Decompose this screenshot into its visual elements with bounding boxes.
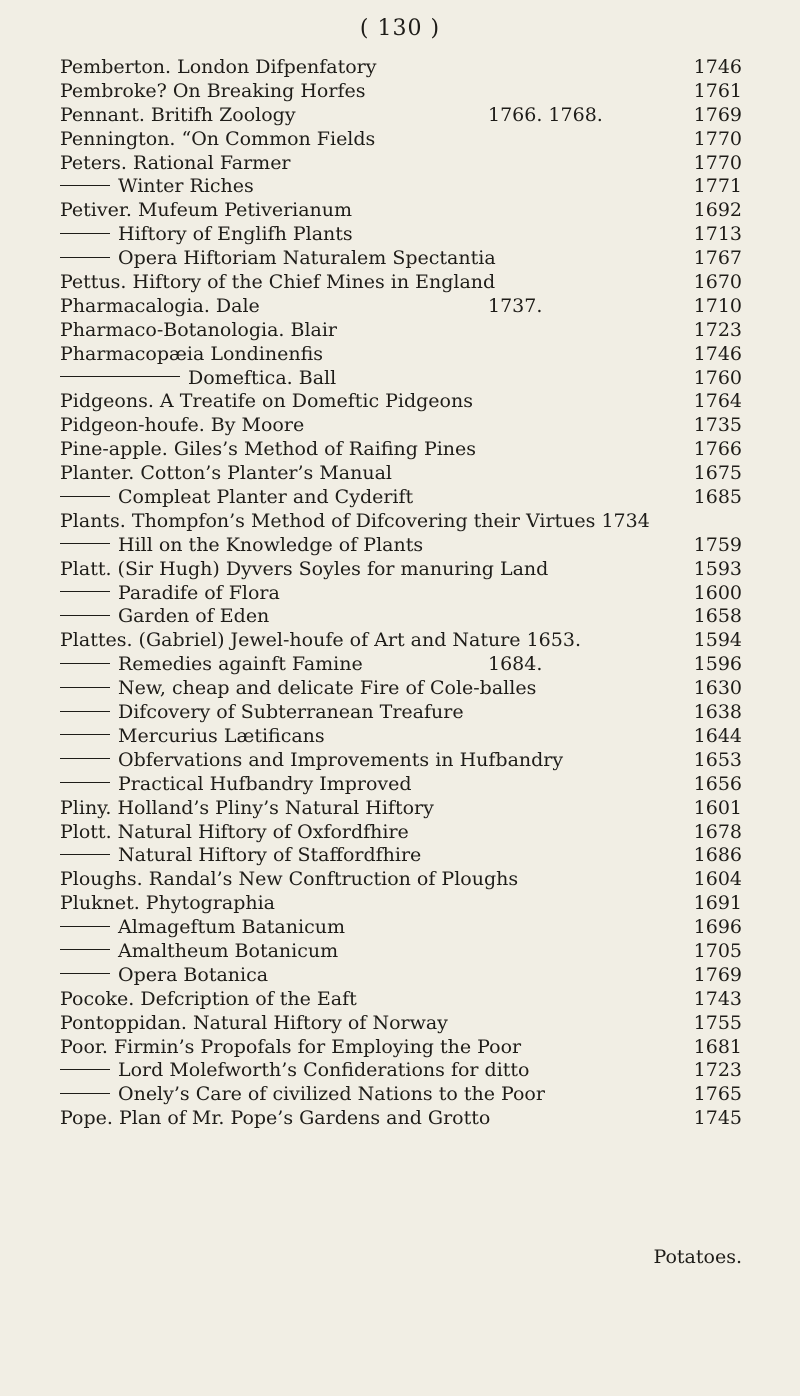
entry-title bbox=[60, 343, 323, 367]
entry-year: 1678 bbox=[693, 820, 742, 843]
index-entry bbox=[0, 295, 800, 319]
entry-year: 1745 bbox=[693, 1107, 742, 1130]
entry-title bbox=[60, 438, 476, 462]
entry-title bbox=[60, 175, 254, 199]
entry-year: 1630 bbox=[693, 677, 742, 700]
entry-year: 1685 bbox=[693, 486, 742, 509]
index-entry bbox=[0, 1012, 800, 1036]
entry-title-text: Garden of Eden bbox=[118, 605, 270, 628]
entry-year: 1723 bbox=[693, 1059, 742, 1082]
entry-year: 1755 bbox=[693, 1011, 742, 1034]
entry-other-years: 1766. 1768. bbox=[488, 103, 603, 126]
entry-title-text: Compleat Planter and Cyderift bbox=[118, 486, 414, 509]
entry-year: 1767 bbox=[693, 247, 742, 270]
entry-year: 1593 bbox=[693, 557, 742, 580]
index-entry bbox=[0, 701, 800, 725]
entry-other-years: 1737. bbox=[488, 294, 543, 317]
entry-title bbox=[60, 773, 412, 797]
ditto-dash bbox=[60, 376, 180, 377]
entry-year: 1746 bbox=[693, 342, 742, 365]
entry-title-text: Natural Hiftory of Staffordfhire bbox=[118, 844, 422, 867]
entry-title bbox=[60, 605, 269, 629]
ditto-dash bbox=[60, 687, 110, 688]
entry-title-text: Opera Hiftoriam Naturalem Spectantia bbox=[118, 247, 496, 270]
index-entry bbox=[0, 1036, 800, 1060]
entry-year: 1600 bbox=[693, 581, 742, 604]
index-entry bbox=[0, 56, 800, 80]
entry-title bbox=[60, 199, 352, 223]
entry-title bbox=[60, 892, 275, 916]
index-entry bbox=[0, 1107, 800, 1131]
index-entry bbox=[0, 844, 800, 868]
entry-title-text: Pope. Plan of Mr. Pope’s Gardens and Grotto bbox=[60, 1107, 491, 1130]
entry-title bbox=[60, 486, 413, 510]
index-entry bbox=[0, 653, 800, 677]
index-entry bbox=[0, 725, 800, 749]
index-entry bbox=[0, 462, 800, 486]
entry-year: 1594 bbox=[693, 629, 742, 652]
entry-title-text: Opera Botanica bbox=[118, 963, 269, 986]
entry-title-text: Mercurius Lætificans bbox=[118, 724, 325, 747]
entry-title-text: Pontoppidan. Natural Hiftory of Norway bbox=[60, 1011, 448, 1034]
entry-year: 1771 bbox=[693, 175, 742, 198]
entry-title bbox=[60, 534, 423, 558]
entry-title bbox=[60, 510, 650, 534]
index-entry bbox=[0, 629, 800, 653]
entry-year: 1713 bbox=[693, 223, 742, 246]
ditto-dash bbox=[60, 543, 110, 544]
index-entry bbox=[0, 677, 800, 701]
entry-year: 1692 bbox=[693, 199, 742, 222]
entry-year: 1696 bbox=[693, 916, 742, 939]
index-entry bbox=[0, 175, 800, 199]
entry-title bbox=[60, 964, 268, 988]
entry-title-text: Almageftum Batanicum bbox=[118, 916, 345, 939]
entry-title bbox=[60, 104, 296, 128]
index-entry bbox=[0, 367, 800, 391]
index-entry bbox=[0, 199, 800, 223]
entry-title-text: Pembroke? On Breaking Horfes bbox=[60, 79, 366, 102]
entry-title bbox=[60, 1012, 448, 1036]
index-entry bbox=[0, 1059, 800, 1083]
entry-year: 1765 bbox=[693, 1083, 742, 1106]
entry-title-text: Lord Molefworth’s Confiderations for ditto bbox=[118, 1059, 530, 1082]
entry-title-text: Pidgeon-houfe. By Moore bbox=[60, 414, 305, 437]
entry-title-text: Planter. Cotton’s Planter’s Manual bbox=[60, 462, 393, 485]
entry-year: 1604 bbox=[693, 868, 742, 891]
entry-title bbox=[60, 295, 260, 319]
entry-title-text: Pine-apple. Giles’s Method of Raifing Pines bbox=[60, 438, 477, 461]
entry-year: 1710 bbox=[693, 294, 742, 317]
index-entry bbox=[0, 223, 800, 247]
entry-title bbox=[60, 247, 496, 271]
ditto-dash bbox=[60, 615, 110, 616]
entry-year: 1653 bbox=[693, 748, 742, 771]
entry-title-text: Poor. Firmin’s Propofals for Employing the Poor bbox=[60, 1035, 522, 1058]
entry-title bbox=[60, 725, 325, 749]
entry-title-text: Paradife of Flora bbox=[118, 581, 280, 604]
ditto-dash bbox=[60, 1069, 110, 1070]
index-entry bbox=[0, 1083, 800, 1107]
index-entry bbox=[0, 438, 800, 462]
entry-title-text: Winter Riches bbox=[118, 175, 254, 198]
entry-title-text: Plants. Thompfon’s Method of Difcovering their Virtues 1734 bbox=[60, 509, 650, 532]
entry-year: 1769 bbox=[693, 963, 742, 986]
ditto-dash bbox=[60, 257, 110, 258]
entry-title bbox=[60, 56, 376, 80]
index-entry bbox=[0, 868, 800, 892]
entry-year: 1764 bbox=[693, 390, 742, 413]
entry-title-text: Pidgeons. A Treatife on Domeftic Pidgeons bbox=[60, 390, 473, 413]
entry-year: 1675 bbox=[693, 462, 742, 485]
index-entry bbox=[0, 892, 800, 916]
entry-title bbox=[60, 1107, 490, 1131]
catchword: Potatoes. bbox=[653, 1246, 742, 1268]
index-entry bbox=[0, 605, 800, 629]
entry-title-text: Pemberton. London Difpenfatory bbox=[60, 56, 377, 78]
index-entry bbox=[0, 271, 800, 295]
entry-title-text: Pennant. Britifh Zoology bbox=[60, 103, 296, 126]
entry-title-text: Plott. Natural Hiftory of Oxfordfhire bbox=[60, 820, 409, 843]
entry-title-text: Hiftory of Englifh Plants bbox=[118, 223, 353, 246]
entry-title bbox=[60, 367, 336, 391]
entry-title bbox=[60, 80, 365, 104]
entry-year: 1681 bbox=[693, 1035, 742, 1058]
entry-title-text: New, cheap and delicate Fire of Cole-balles bbox=[118, 677, 537, 700]
entry-title bbox=[60, 152, 291, 176]
entry-year: 1601 bbox=[693, 796, 742, 819]
entry-year: 1746 bbox=[693, 56, 742, 78]
entry-title-text: Pharmacopæia Londinenfis bbox=[60, 342, 323, 365]
page-number: ( 130 ) bbox=[359, 16, 441, 41]
entry-title bbox=[60, 988, 357, 1012]
entry-title bbox=[60, 462, 392, 486]
index-entry bbox=[0, 104, 800, 128]
ditto-dash bbox=[60, 663, 110, 664]
ditto-dash bbox=[60, 233, 110, 234]
entry-title bbox=[60, 1083, 545, 1107]
index-entry bbox=[0, 964, 800, 988]
entry-year: 1691 bbox=[693, 892, 742, 915]
ditto-dash bbox=[60, 496, 110, 497]
entry-title-text: Peters. Rational Farmer bbox=[60, 151, 291, 174]
entry-title bbox=[60, 223, 353, 247]
ditto-dash bbox=[60, 973, 110, 974]
index-entry bbox=[0, 773, 800, 797]
entry-title bbox=[60, 821, 409, 845]
index-entry bbox=[0, 80, 800, 104]
entry-year: 1760 bbox=[693, 366, 742, 389]
ditto-dash bbox=[60, 734, 110, 735]
entry-title-text: Platt. (Sir Hugh) Dyvers Soyles for manuring Land bbox=[60, 557, 549, 580]
entry-title-text: Ploughs. Randal’s New Conftruction of Ploughs bbox=[60, 868, 519, 891]
entry-title bbox=[60, 749, 563, 773]
entry-title bbox=[60, 629, 581, 653]
entry-title bbox=[60, 797, 434, 821]
index-entry bbox=[0, 128, 800, 152]
entry-year: 1656 bbox=[693, 772, 742, 795]
index-entry bbox=[0, 152, 800, 176]
index-entry bbox=[0, 940, 800, 964]
index-entry bbox=[0, 558, 800, 582]
ditto-dash bbox=[60, 185, 110, 186]
entry-year: 1596 bbox=[693, 653, 742, 676]
entry-list bbox=[0, 56, 800, 1131]
entry-title-text: Pharmacalogia. Dale bbox=[60, 294, 260, 317]
index-entry bbox=[0, 343, 800, 367]
index-entry bbox=[0, 988, 800, 1012]
entry-year: 1670 bbox=[693, 271, 742, 294]
entry-title bbox=[60, 1059, 530, 1083]
entry-title-text: Pharmaco-Botanologia. Blair bbox=[60, 318, 338, 341]
entry-year: 1644 bbox=[693, 724, 742, 747]
entry-title-text: Onely’s Care of civilized Nations to the Poor bbox=[118, 1083, 545, 1106]
index-entry bbox=[0, 534, 800, 558]
ditto-dash bbox=[60, 1093, 110, 1094]
index-entry bbox=[0, 582, 800, 606]
ditto-dash bbox=[60, 854, 110, 855]
entry-year: 1769 bbox=[693, 103, 742, 126]
entry-title bbox=[60, 868, 518, 892]
entry-title-text: Petiver. Mufeum Petiverianum bbox=[60, 199, 353, 222]
entry-title bbox=[60, 271, 495, 295]
entry-year: 1761 bbox=[693, 79, 742, 102]
entry-title bbox=[60, 940, 338, 964]
index-entry bbox=[0, 486, 800, 510]
ditto-dash bbox=[60, 926, 110, 927]
entry-title bbox=[60, 677, 536, 701]
entry-title-text: Pliny. Holland’s Pliny’s Natural Hiftory bbox=[60, 796, 434, 819]
index-entry bbox=[0, 797, 800, 821]
entry-title-text: Pocoke. Defcription of the Eaft bbox=[60, 987, 357, 1010]
ditto-dash bbox=[60, 758, 110, 759]
index-entry bbox=[0, 510, 800, 534]
ditto-dash bbox=[60, 782, 110, 783]
index-entry bbox=[0, 390, 800, 414]
entry-year: 1705 bbox=[693, 939, 742, 962]
entry-title-text: Pluknet. Phytographia bbox=[60, 892, 276, 915]
entry-title-text: Plattes. (Gabriel) Jewel-houfe of Art and Nature 1653. bbox=[60, 629, 581, 652]
entry-title bbox=[60, 916, 345, 940]
entry-title-text: Domeftica. Ball bbox=[188, 366, 337, 389]
entry-title-text: Remedies againft Famine bbox=[118, 653, 363, 676]
entry-year: 1686 bbox=[693, 844, 742, 867]
index-entry bbox=[0, 749, 800, 773]
entry-year: 1770 bbox=[693, 151, 742, 174]
entry-title bbox=[60, 653, 363, 677]
entry-title bbox=[60, 128, 375, 152]
entry-title bbox=[60, 390, 473, 414]
entry-year: 1723 bbox=[693, 318, 742, 341]
entry-title-text: Practical Hufbandry Improved bbox=[118, 772, 412, 795]
entry-title bbox=[60, 701, 464, 725]
entry-title-text: Pettus. Hiftory of the Chief Mines in England bbox=[60, 271, 496, 294]
index-entry bbox=[0, 247, 800, 271]
index-entry bbox=[0, 916, 800, 940]
entry-title bbox=[60, 414, 304, 438]
entry-title bbox=[60, 582, 280, 606]
entry-year: 1743 bbox=[693, 987, 742, 1010]
entry-year: 1770 bbox=[693, 127, 742, 150]
entry-title-text: Pennington. “On Common Fields bbox=[60, 127, 376, 150]
entry-title bbox=[60, 558, 548, 582]
ditto-dash bbox=[60, 591, 110, 592]
entry-title bbox=[60, 844, 421, 868]
entry-title bbox=[60, 1036, 521, 1060]
entry-title-text: Obfervations and Improvements in Hufbandry bbox=[118, 748, 564, 771]
ditto-dash bbox=[60, 711, 110, 712]
index-entry bbox=[0, 319, 800, 343]
index-entry bbox=[0, 821, 800, 845]
ditto-dash bbox=[60, 949, 110, 950]
entry-year: 1759 bbox=[693, 533, 742, 556]
entry-year: 1735 bbox=[693, 414, 742, 437]
entry-title-text: Hill on the Knowledge of Plants bbox=[118, 533, 424, 556]
entry-other-years: 1684. bbox=[488, 653, 543, 676]
entry-title-text: Difcovery of Subterranean Treafure bbox=[118, 701, 464, 724]
entry-year: 1638 bbox=[693, 701, 742, 724]
entry-title bbox=[60, 319, 337, 343]
entry-year: 1658 bbox=[693, 605, 742, 628]
entry-year: 1766 bbox=[693, 438, 742, 461]
index-entry bbox=[0, 414, 800, 438]
entry-title-text: Amaltheum Botanicum bbox=[118, 939, 339, 962]
